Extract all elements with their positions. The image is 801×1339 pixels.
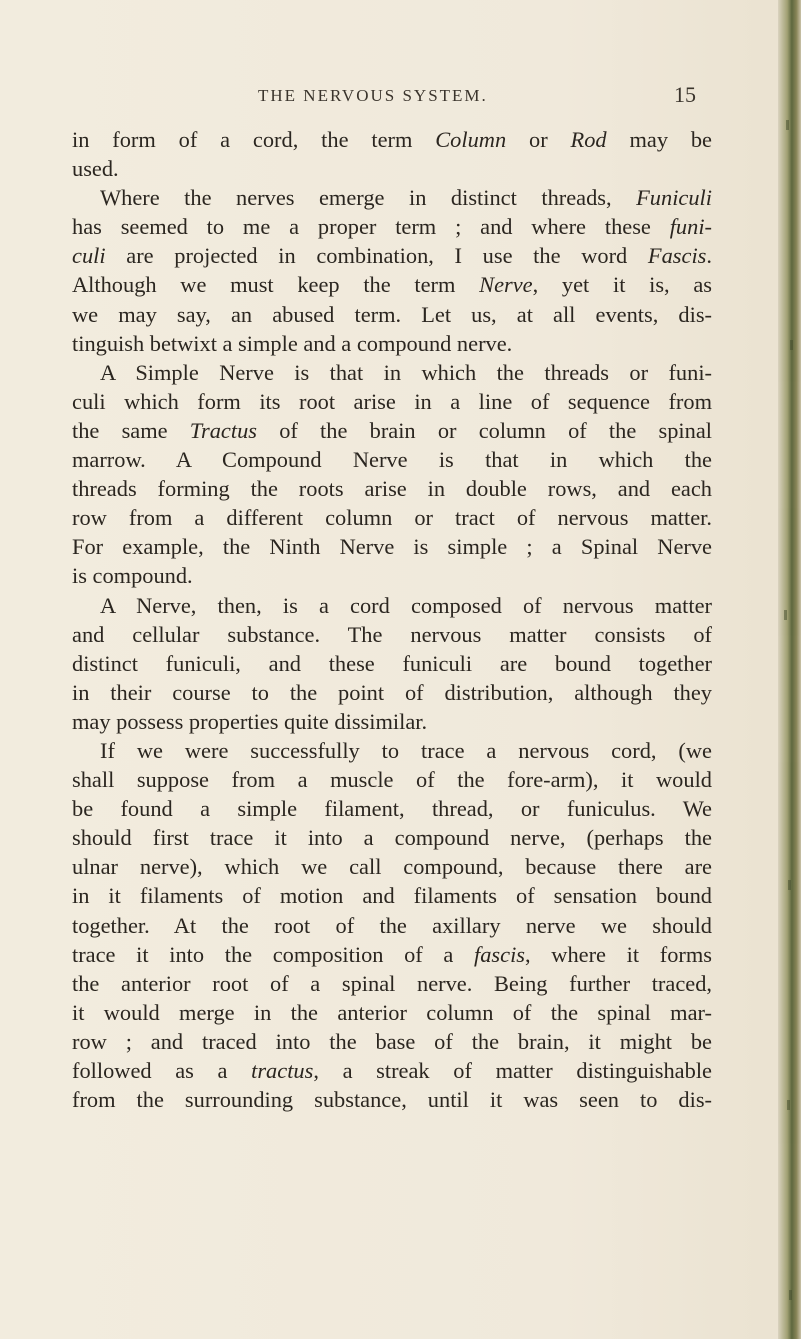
text-line: in it filaments of motion and filaments of sensation bound xyxy=(72,883,712,909)
text-line: culi are projected in combination, I use the word Fascis. xyxy=(72,243,712,269)
text-line: used. xyxy=(72,156,119,182)
text-line: Where the nerves emerge in distinct threads, Funiculi xyxy=(100,185,712,211)
text-line: Although we must keep the term Nerve, yet it is, as xyxy=(72,272,712,298)
text-line: A Nerve, then, is a cord composed of nervous matter xyxy=(100,592,712,618)
text-line: culi which form its root arise in a line of sequence from xyxy=(72,388,712,414)
text-line: threads forming the roots arise in double rows, and each xyxy=(72,476,712,502)
page-header xyxy=(0,82,801,110)
text-line: distinct funiculi, and these funiculi are bound together xyxy=(72,650,712,676)
edge-mark xyxy=(790,340,793,350)
text-line: and cellular substance. The nervous matter consists of xyxy=(72,621,712,647)
text-line: row ; and traced into the base of the brain, it might be xyxy=(72,1028,712,1054)
page-edge-margin xyxy=(778,0,801,1339)
edge-mark xyxy=(788,880,791,890)
text-line: For example, the Ninth Nerve is simple ; a Spinal Nerve xyxy=(72,534,712,560)
text-line: tinguish betwixt a simple and a compound nerve. xyxy=(72,330,513,356)
edge-mark xyxy=(784,610,787,620)
text-line: followed as a tractus, a streak of matter distinguishable xyxy=(72,1058,712,1083)
running-head: THE NERVOUS SYSTEM. xyxy=(258,86,488,105)
text-line: row from a different column or tract of nervous matter. xyxy=(72,505,712,531)
text-line: from the surrounding substance, until it was seen to dis- xyxy=(72,1087,712,1113)
text-line: in their course to the point of distribution, although they xyxy=(72,679,712,705)
text-line: is compound. xyxy=(72,563,193,589)
text-line: we may say, an abused term. Let us, at all events, dis- xyxy=(72,301,712,327)
text-line: it would merge in the anterior column of the spinal mar- xyxy=(72,999,712,1025)
text-line: together. At the root of the axillary nerve we should xyxy=(72,912,712,938)
edge-mark xyxy=(789,1290,792,1300)
text-line: A Simple Nerve is that in which the threads or funi- xyxy=(100,359,712,385)
text-line: has seemed to me a proper term ; and where these funi- xyxy=(72,214,712,240)
body-text xyxy=(72,125,712,1114)
text-line: shall suppose from a muscle of the fore-arm), it would xyxy=(72,767,712,793)
edge-mark xyxy=(786,120,789,130)
text-line: the same Tractus of the brain or column of the spinal xyxy=(72,417,712,443)
text-line: in form of a cord, the term Column or Rod may be xyxy=(72,127,712,152)
text-line: should first trace it into a compound nerve, (perhaps the xyxy=(72,825,712,851)
text-line: be found a simple filament, thread, or funiculus. We xyxy=(72,796,712,822)
text-line: trace it into the composition of a fascis, where it forms xyxy=(72,941,712,967)
text-line: the anterior root of a spinal nerve. Being further traced, xyxy=(72,970,712,996)
page-number: 15 xyxy=(674,82,696,107)
text-line: If we were successfully to trace a nervous cord, (we xyxy=(100,737,712,763)
edge-mark xyxy=(787,1100,790,1110)
text-line: ulnar nerve), which we call compound, because there are xyxy=(72,854,712,880)
text-line: may possess properties quite dissimilar. xyxy=(72,708,428,734)
text-line: marrow. A Compound Nerve is that in which the xyxy=(72,447,712,473)
